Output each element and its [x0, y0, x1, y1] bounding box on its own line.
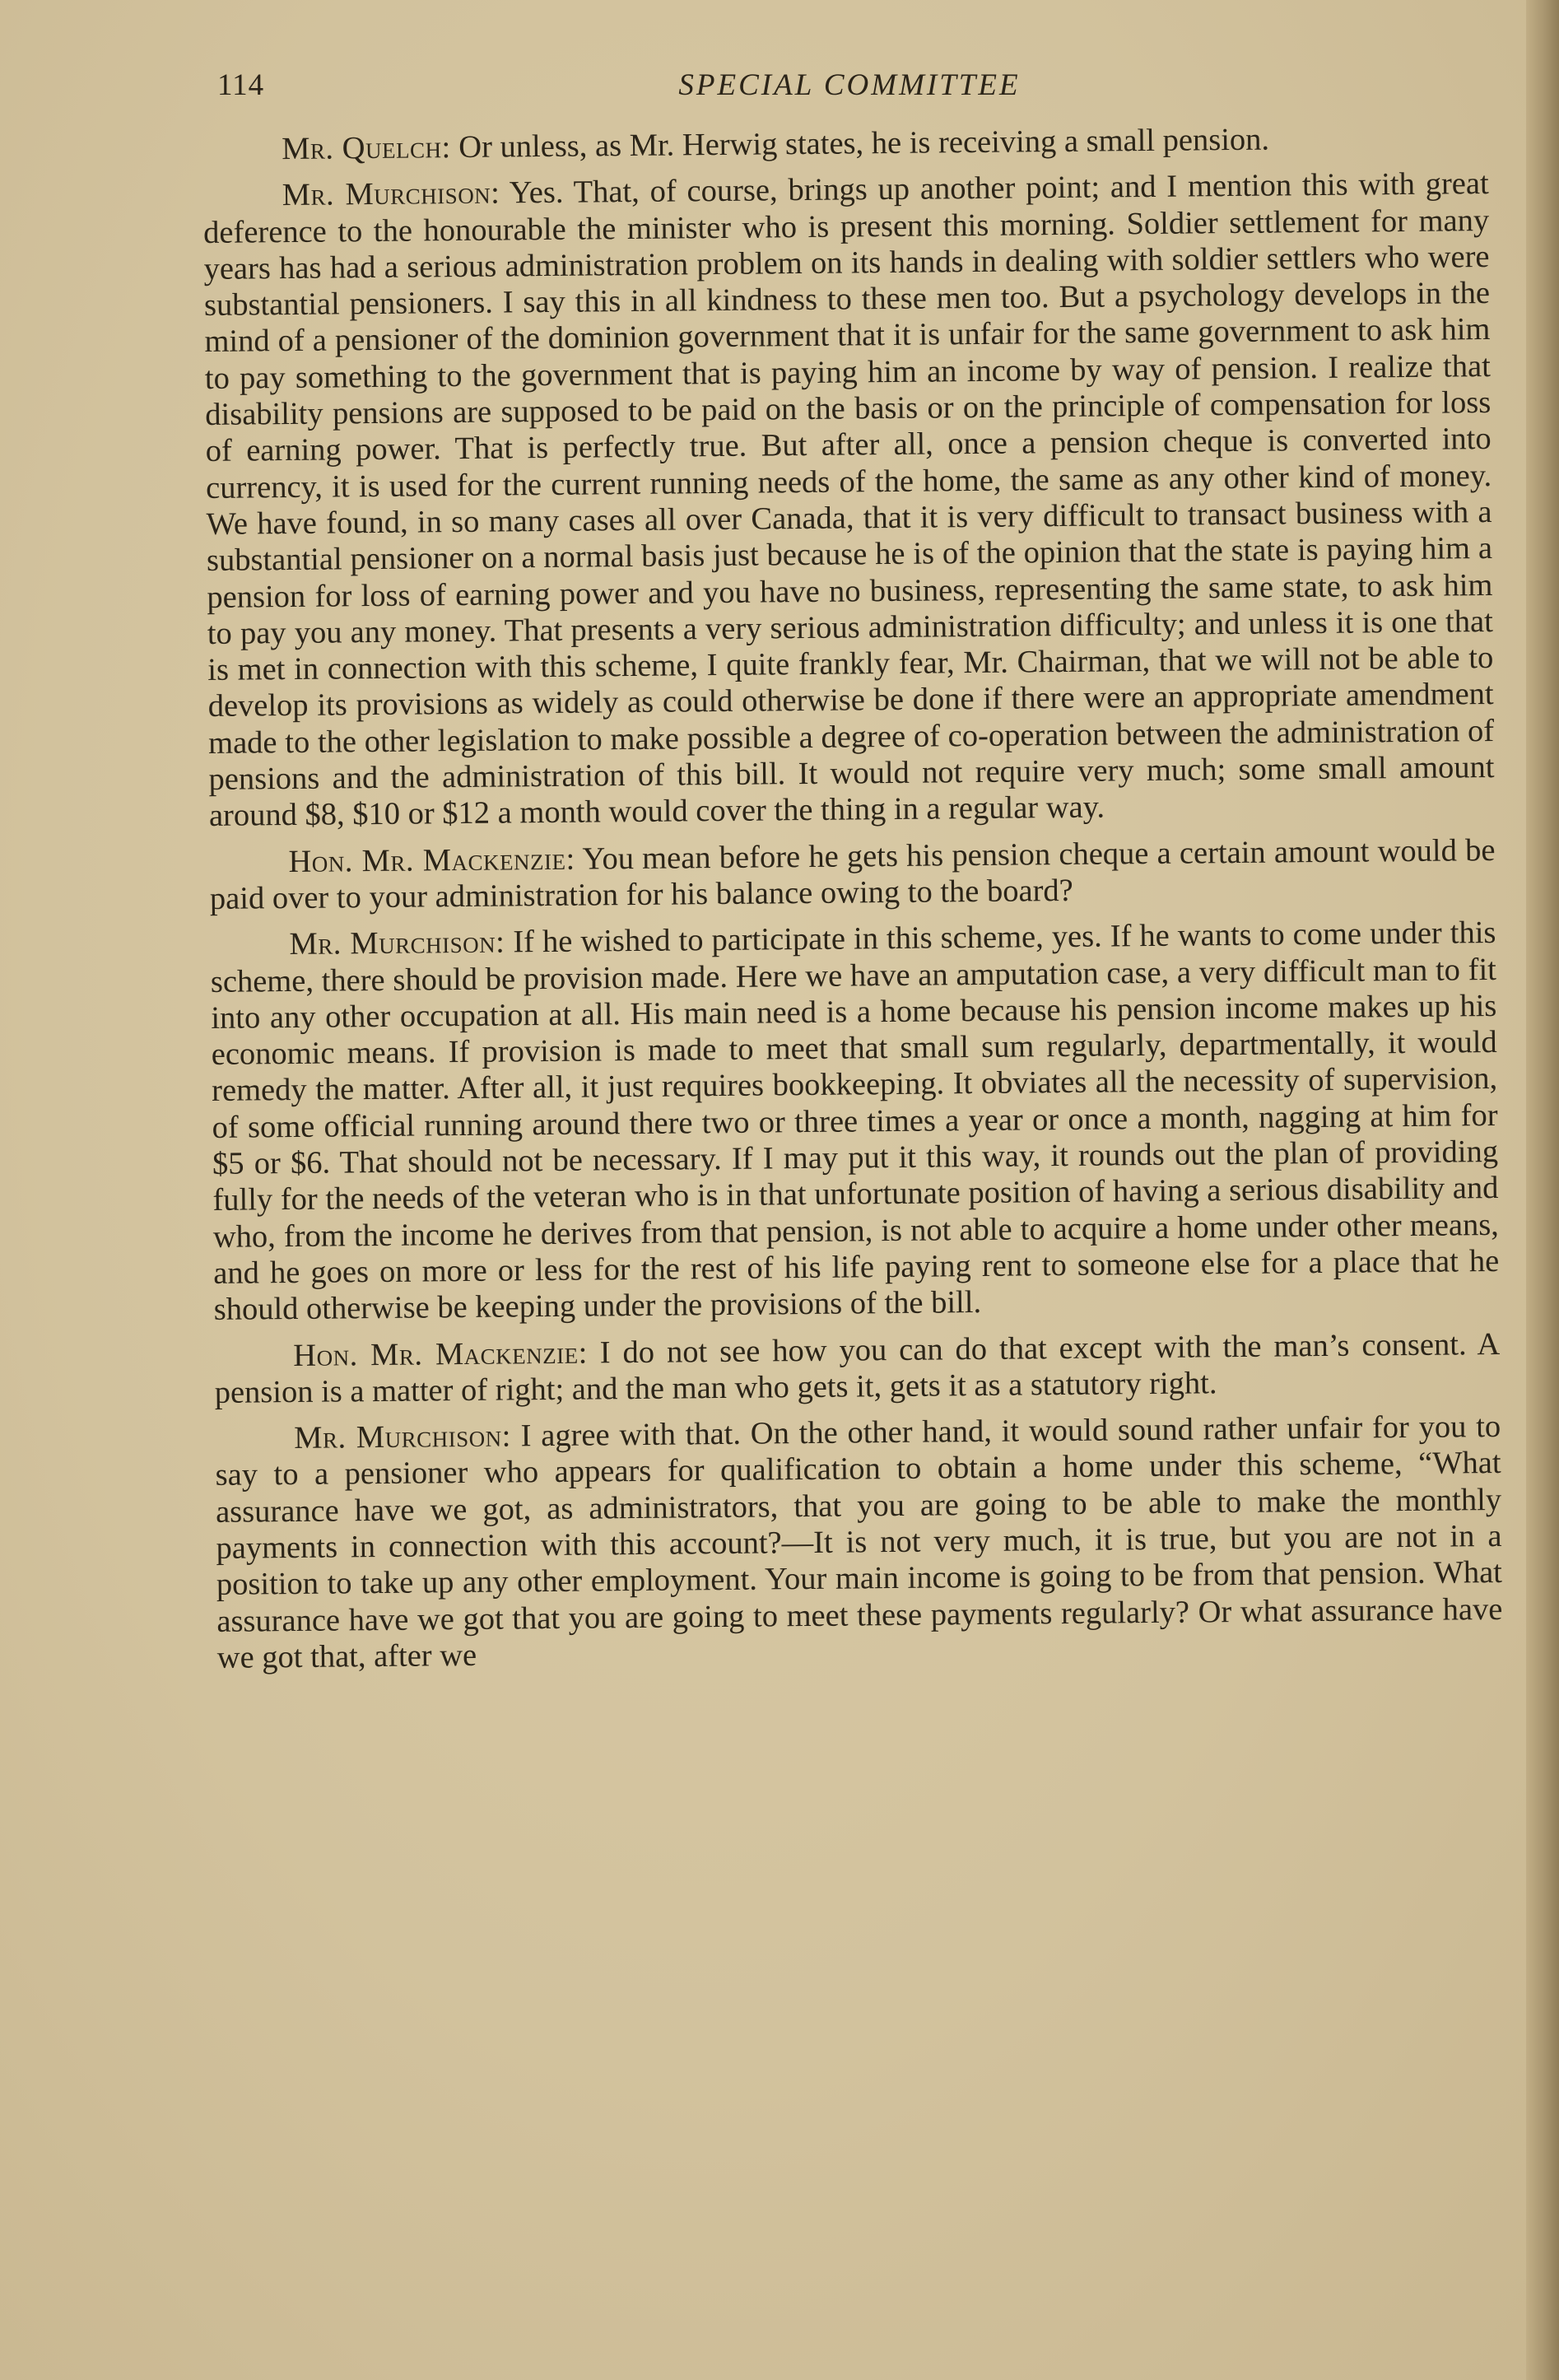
paragraph [209, 832, 1496, 918]
page-edge [1526, 0, 1559, 2380]
page-header [216, 68, 1483, 117]
speaker-name: Hon. Mr. Mackenzie: [293, 1335, 589, 1373]
speaker-name: Mr. Murchison: [289, 925, 505, 962]
speaker-name: Mr. Murchison: [294, 1418, 512, 1456]
paragraph [215, 1409, 1503, 1676]
running-head: SPECIAL COMMITTEE [678, 68, 1021, 102]
paragraph [210, 915, 1500, 1328]
paragraph-text: Or unless, as Mr. Herwig states, he is receiving a small pension. [450, 122, 1270, 165]
paragraph-text: I agree with that. On the other hand, it would sound rather unfair for you to say to a pensioner who appears for qualification to obtain a home under this scheme, “What assurance have we got, as administrators, that you are going to be able to make the monthly payments in connection with this account?—It is not very much, it is true, but you are not in a position to take up any other employment. Your main income is going to be from that pension. What assurance have we got that you are going to meet these payments regularly? Or what assurance have we got that, after we [215, 1409, 1503, 1675]
paragraph [203, 165, 1496, 834]
paragraph-text: You mean before he gets his pension cheque a certain amount would be paid over to your administration for his balance owing to the board? [209, 832, 1496, 916]
speaker-name: Mr. Murchison: [282, 175, 500, 213]
speaker-name: Mr. Quelch: [282, 130, 451, 167]
paragraph-text: Yes. That, of course, brings up another point; and I mention this with great deference to the honourable the minister who is present this morning. Soldier settlement for many years has had a serious administration problem on its hands in dealing with soldier settlers who were substantial pensioners. I say this in all kindness to these men too. But a psychology develops in the mind of a pensioner of the dominion government that it is unfair for the same government to ask him to pay something to the government that is paying him an income by way of pension. I realize that disability pensions are supposed to be paid on the basis or on the principle of compensation for loss of earning power. That is perfectly true. But after all, once a pension cheque is converted into currency, it is used for the current running needs of the home, the same as any other kind of money. We have found, in so many cases all over Canada, that it is very difficult to transact business with a substantial pensioner on a normal basis just because he is of the opinion that the state is paying him a pension for loss of earning power and you have no business, representing the same state, to ask him to pay you any money. That presents a very serious administration difficulty; and unless it is one that is met in connection with this scheme, I quite frankly fear, Mr. Chairman, that we will not be able to develop its provisions as widely as could otherwise be done if there were an appropriate amendment made to the other legislation to make possible a degree of co-operation between the administration of pensions and the administration of this bill. It would not require very much; some small amount around $8, $10 or $12 a month would cover the thing in a regular way. [202, 166, 1495, 834]
paragraph-text: I do not see how you can do that except with the man’s consent. A pension is a matter of right; and the man who gets it, gets it as a statutory right. [214, 1326, 1501, 1410]
body-text [202, 119, 1503, 1686]
paragraph [214, 1325, 1501, 1411]
page-number: 114 [217, 68, 265, 102]
speaker-name: Hon. Mr. Mackenzie: [288, 841, 575, 879]
paragraph [202, 119, 1488, 168]
paragraph-text: If he wished to participate in this scheme, yes. If he wants to come under this scheme, there should be provision made. Here we have an amputation case, a very difficult man to fit into any other occupation at all. His main need is a home because his pension income makes up his economic means. If provision is made to meet that small sum regularly, departmentally, it would remedy the matter. After all, it just requires bookkeeping. It obviates all the necessity of supervision, of some official running around there two or three times a year or once a month, nagging at him for $5 or $6. That should not be necessary. If I may put it this way, it rounds out the plan of providing fully for the needs of the veteran who is in that unfortunate position of having a serious disability and who, from the income he derives from that pension, is not able to acquire a home under other means, and he goes on more or less for the rest of his life paying rent to someone else for a place that he should otherwise be keeping under the provisions of the bill. [210, 915, 1500, 1328]
